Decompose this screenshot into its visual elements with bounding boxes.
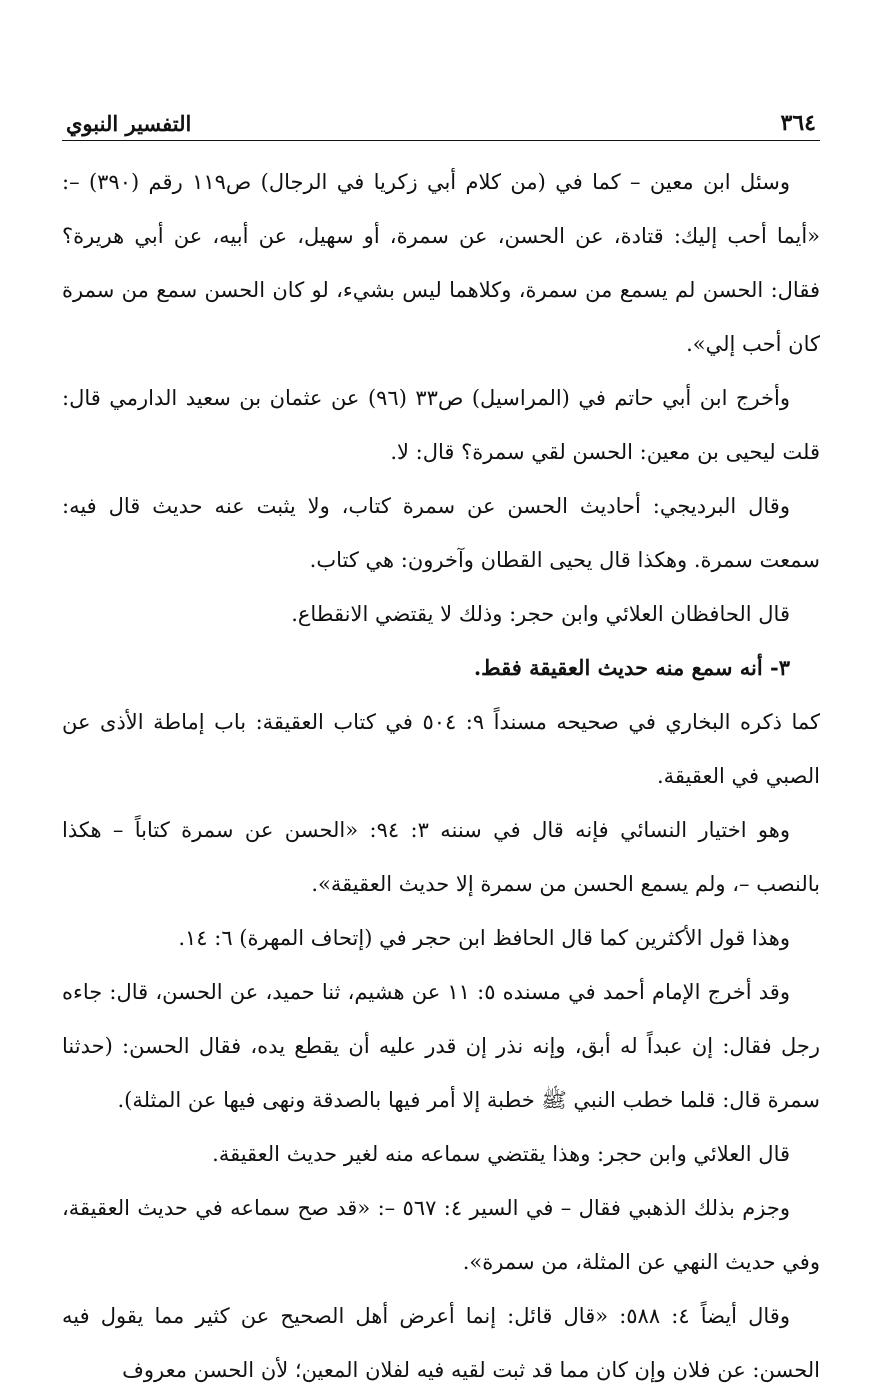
- paragraph-alai-conclusion: قال العلائي وابن حجر: وهذا يقتضي سماعه منه لغير حديث العقيقة.: [212, 1142, 790, 1166]
- paragraph-majority-view: وهذا قول الأكثرين كما قال الحافظ ابن حجر في (إتحاف المهرة) ٦: ١٤.: [178, 926, 790, 950]
- page-body: [62, 155, 820, 1397]
- paragraph-dhahabi-continued: وقال أيضاً ٤: ٥٨٨: «قال قائل: إنما أعرض أهل الصحيح عن كثير مما يقول فيه الحسن: عن فلان وإن كان مما قد ثبت لقيه فيه لفلان المعين؛ لأن الحسن معروف: [62, 1304, 820, 1382]
- running-title: التفسير النبوي: [66, 111, 192, 136]
- page-number: ٣٦٤: [780, 110, 816, 136]
- paragraph-bardiji: وقال البرديجي: أحاديث الحسن عن سمرة كتاب، ولا يثبت عنه حديث قال فيه: سمعت سمرة. وهكذا قال يحيى القطان وآخرون: هي كتاب.: [62, 494, 820, 572]
- paragraph-ahmad-musnad: وقد أخرج الإمام أحمد في مسنده ٥: ١١ عن هشيم، ثنا حميد، عن الحسن، قال: جاءه رجل فقال: إن عبداً له أبق، وإنه نذر إن قدر عليه أن يقطع يده، فقال الحسن: (حدثنا سمرة قال: قلما خطب النبي ﷺ خطبة إلا أمر فيها بالصدقة ونهى فيها عن المثلة).: [62, 980, 820, 1112]
- paragraph-ibn-abi-hatim: وأخرج ابن أبي حاتم في (المراسيل) ص٣٣ (٩٦) عن عثمان بن سعيد الدارمي قال: قلت ليحيى بن معين: الحسن لقي سمرة؟ قال: لا.: [62, 386, 820, 464]
- section-heading-3: ٣- أنه سمع منه حديث العقيقة فقط.: [473, 655, 790, 680]
- paragraph-ibn-maeen-question: وسئل ابن معين – كما في (من كلام أبي زكريا في الرجال) ص١١٩ رقم (٣٩٠) –: «أيما أحب إليك: قتادة، عن الحسن، عن سمرة، أو سهيل، عن أبيه، عن أبي هريرة؟ فقال: الحسن لم يسمع من سمرة، وكلاهما ليس بشيء، لو كان الحسن سمع من سمرة كان أحب إلي».: [62, 170, 820, 356]
- paragraph-bukhari: كما ذكره البخاري في صحيحه مسنداً ٩: ٥٠٤ في كتاب العقيقة: باب إماطة الأذى عن الصبي في العقيقة.: [62, 710, 820, 788]
- paragraph-nasai: وهو اختيار النسائي فإنه قال في سننه ٣: ٩٤: «الحسن عن سمرة كتاباً – هكذا بالنصب –، ولم يسمع الحسن من سمرة إلا حديث العقيقة».: [62, 818, 820, 896]
- paragraph-alai-ibn-hajar: قال الحافظان العلائي وابن حجر: وذلك لا يقتضي الانقطاع.: [291, 602, 790, 626]
- document-page: [62, 108, 820, 1382]
- page-header: [62, 108, 820, 141]
- paragraph-dhahabi-siyar: وجزم بذلك الذهبي فقال – في السير ٤: ٥٦٧ –: «قد صح سماعه في حديث العقيقة، وفي حديث النهي عن المثلة، من سمرة».: [62, 1196, 820, 1274]
